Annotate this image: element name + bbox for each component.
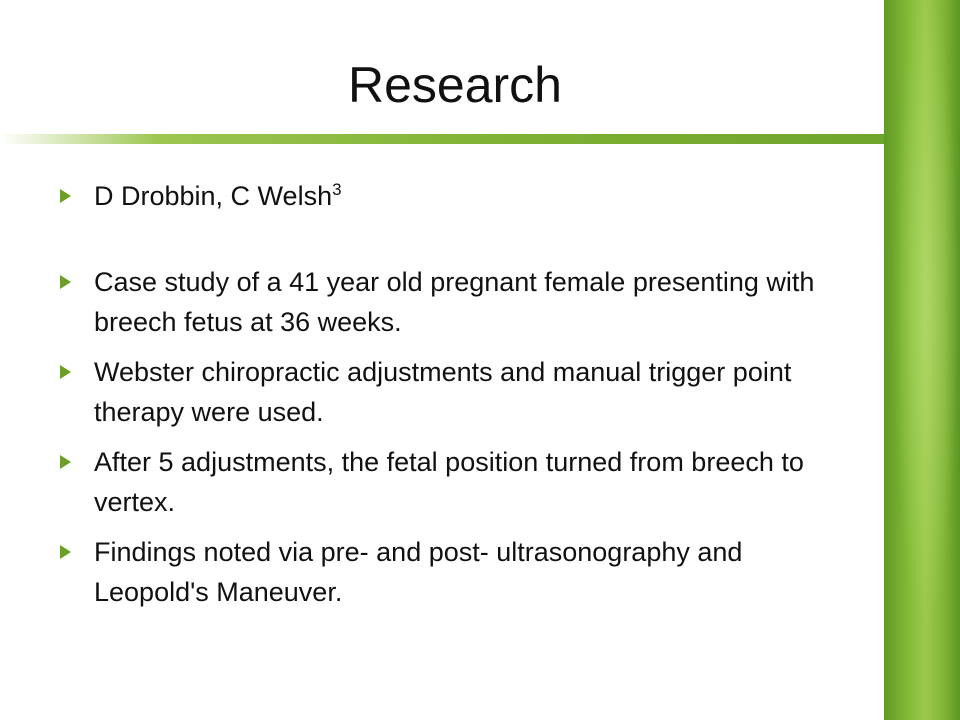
bullet-list <box>56 176 816 622</box>
bullet-item <box>56 176 816 216</box>
title-underline-divider <box>0 134 884 144</box>
arrow-bullet-icon <box>60 365 71 379</box>
bullet-text: Webster chiropractic adjustments and manual trigger point therapy were used. <box>94 357 792 427</box>
citation-superscript: 3 <box>332 180 342 199</box>
bullet-item <box>56 352 816 432</box>
bullet-item <box>56 262 816 342</box>
bullet-item <box>56 442 816 522</box>
arrow-bullet-icon <box>60 275 71 289</box>
bullet-text: Case study of a 41 year old pregnant female presenting with breech fetus at 36 weeks. <box>94 267 815 337</box>
bullet-text: Findings noted via pre- and post- ultrasonography and Leopold's Maneuver. <box>94 537 743 607</box>
bullet-text-authors: D Drobbin, C Welsh <box>94 181 333 211</box>
arrow-bullet-icon <box>60 545 71 559</box>
bullet-item <box>56 532 816 612</box>
slide-title: Research <box>348 57 562 113</box>
arrow-bullet-icon <box>60 189 71 203</box>
bullet-text: After 5 adjustments, the fetal position turned from breech to vertex. <box>94 447 804 517</box>
arrow-bullet-icon <box>60 455 71 469</box>
